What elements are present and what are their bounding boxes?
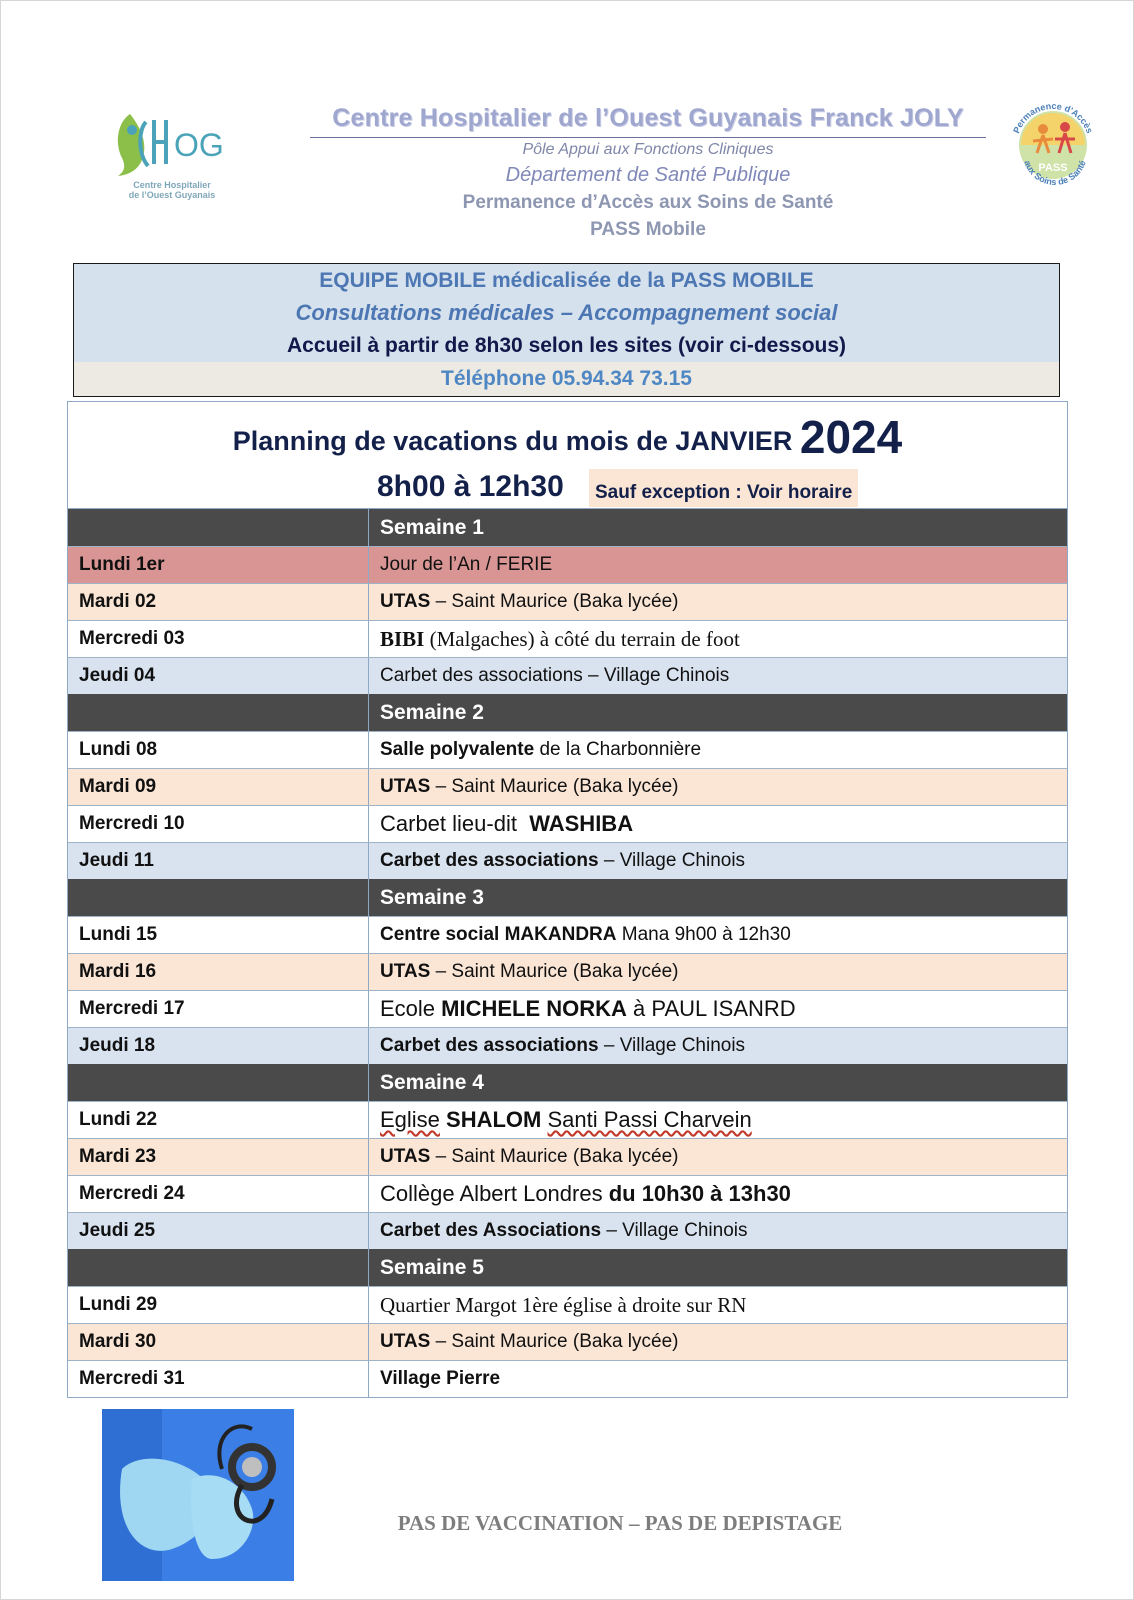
week-header-spacer bbox=[68, 1249, 369, 1286]
location-text-part: BIBI bbox=[380, 626, 425, 651]
schedule-day: Jeudi 25 bbox=[68, 1213, 369, 1249]
schedule-location bbox=[369, 991, 1067, 1027]
location-text-part: – Saint Maurice (Baka lycée) bbox=[430, 1331, 679, 1352]
week-label: Semaine 3 bbox=[380, 885, 484, 909]
chog-caption-line1: Centre Hospitalier bbox=[133, 180, 211, 190]
week-header-spacer bbox=[68, 879, 369, 916]
pass-logo-arc-bottom: aux Soins de Santé bbox=[1022, 158, 1088, 188]
planning-exception: Sauf exception : Voir horaire bbox=[589, 469, 858, 507]
planning-title bbox=[68, 410, 1067, 464]
pass-logo bbox=[1003, 93, 1103, 193]
schedule-location bbox=[369, 1213, 1067, 1249]
schedule-day: Mercredi 10 bbox=[68, 806, 369, 842]
doctor-stethoscope-photo bbox=[102, 1409, 294, 1581]
schedule-row bbox=[68, 768, 1067, 805]
pole-subtitle: Pôle Appui aux Fonctions Cliniques bbox=[522, 141, 774, 158]
department-subtitle: Département de Santé Publique bbox=[505, 164, 791, 186]
schedule-day: Lundi 29 bbox=[68, 1287, 369, 1323]
schedule-row bbox=[68, 916, 1067, 953]
schedule-location bbox=[369, 1102, 1067, 1138]
schedule-row bbox=[68, 1323, 1067, 1360]
location-text-part: Carbet des Associations bbox=[380, 1220, 602, 1241]
schedule-location bbox=[369, 917, 1067, 953]
schedule-row bbox=[68, 1101, 1067, 1138]
schedule-location bbox=[369, 843, 1067, 879]
location-text-part: du 10h30 à 13h30 bbox=[608, 1181, 791, 1206]
pass-logo-label: PASS bbox=[1038, 162, 1068, 174]
schedule-day: Lundi 15 bbox=[68, 917, 369, 953]
week-label: Semaine 1 bbox=[380, 515, 484, 539]
schedule-table bbox=[67, 509, 1068, 1398]
location-text-part: – Saint Maurice (Baka lycée) bbox=[430, 591, 679, 612]
schedule-location bbox=[369, 584, 1067, 620]
location-text-part: Mana 9h00 à 12h30 bbox=[616, 924, 791, 945]
week-header-row bbox=[68, 1064, 1067, 1101]
schedule-day: Mardi 16 bbox=[68, 954, 369, 990]
week-header-row bbox=[68, 509, 1067, 546]
schedule-location bbox=[369, 1176, 1067, 1212]
chog-logo-letters: OG bbox=[174, 127, 224, 163]
schedule-location bbox=[369, 732, 1067, 768]
schedule-row bbox=[68, 620, 1067, 657]
location-text-part: Jour de l’An / FERIE bbox=[380, 554, 553, 575]
schedule-day: Mardi 30 bbox=[68, 1324, 369, 1360]
location-text-part: UTAS bbox=[380, 591, 431, 612]
location-text-part: Collège Albert Londres bbox=[380, 1181, 609, 1206]
team-services: Consultations médicales – Accompagnement social bbox=[74, 297, 1059, 329]
permanence-subtitle: Permanence d’Accès aux Soins de Santé bbox=[462, 192, 834, 213]
schedule-row bbox=[68, 1175, 1067, 1212]
planning-title-text: Planning de vacations du mois de JANVIER bbox=[232, 426, 793, 456]
location-text-part: Centre social MAKANDRA bbox=[380, 924, 617, 945]
location-text-part: – Saint Maurice (Baka lycée) bbox=[430, 1146, 679, 1167]
week-label: Semaine 5 bbox=[380, 1255, 484, 1279]
schedule-row bbox=[68, 1286, 1067, 1323]
schedule-day: Lundi 22 bbox=[68, 1102, 369, 1138]
location-text-part: Salle polyvalente bbox=[380, 739, 535, 760]
planning-header bbox=[67, 401, 1068, 509]
location-text-part: (Malgaches) à côté du terrain de foot bbox=[424, 626, 740, 651]
location-text-part: UTAS bbox=[380, 1331, 431, 1352]
schedule-day: Mercredi 24 bbox=[68, 1176, 369, 1212]
location-text-part: Ecole bbox=[380, 996, 442, 1021]
location-text-part: SHALOM bbox=[446, 1107, 542, 1132]
schedule-day: Lundi 1er bbox=[68, 547, 369, 583]
location-text-part: Eglise bbox=[380, 1107, 440, 1132]
schedule-row bbox=[68, 1138, 1067, 1175]
location-text-part: Carbet des associations bbox=[380, 1035, 599, 1056]
chog-logo-mark bbox=[112, 108, 232, 180]
team-title: EQUIPE MOBILE médicalisée de la PASS MOBILE bbox=[74, 264, 1059, 297]
week-header-row bbox=[68, 879, 1067, 916]
pass-mobile-subtitle: PASS Mobile bbox=[590, 219, 706, 240]
schedule-day: Mercredi 31 bbox=[68, 1361, 369, 1397]
week-label: Semaine 4 bbox=[380, 1070, 484, 1094]
schedule-row bbox=[68, 1027, 1067, 1064]
schedule-location bbox=[369, 1324, 1067, 1360]
schedule-row bbox=[68, 953, 1067, 990]
location-text-part: UTAS bbox=[380, 776, 431, 797]
schedule-location bbox=[369, 769, 1067, 805]
schedule-day: Lundi 08 bbox=[68, 732, 369, 768]
week-header-spacer bbox=[68, 694, 369, 731]
schedule-day: Jeudi 04 bbox=[68, 658, 369, 694]
schedule-row bbox=[68, 842, 1067, 879]
schedule-day: Jeudi 18 bbox=[68, 1028, 369, 1064]
schedule-day: Mercredi 17 bbox=[68, 991, 369, 1027]
week-header-spacer bbox=[68, 509, 369, 546]
location-text-part: – Saint Maurice (Baka lycée) bbox=[430, 961, 679, 982]
schedule-row bbox=[68, 990, 1067, 1027]
hospital-title: Centre Hospitalier de l’Ouest Guyanais Franck JOLY bbox=[332, 104, 964, 132]
team-reception-hours: Accueil à partir de 8h30 selon les sites (voir ci-dessous) bbox=[74, 329, 1059, 362]
schedule-day: Mardi 09 bbox=[68, 769, 369, 805]
schedule-row bbox=[68, 1212, 1067, 1249]
schedule-day: Mercredi 03 bbox=[68, 621, 369, 657]
pass-logo-arc-top: Permanence d'Accès bbox=[1011, 100, 1095, 135]
schedule-row bbox=[68, 657, 1067, 694]
schedule-location bbox=[369, 1361, 1067, 1397]
location-text-part: UTAS bbox=[380, 1146, 431, 1167]
planning-hours: 8h00 à 12h30 bbox=[377, 470, 564, 503]
location-text-part: Quartier Margot 1ère église à droite sur RN bbox=[380, 1292, 747, 1317]
location-text-part: Carbet des associations – Village Chinois bbox=[380, 665, 730, 686]
location-text-part: Village Pierre bbox=[380, 1368, 501, 1389]
schedule-location bbox=[369, 806, 1067, 842]
week-header-row bbox=[68, 1249, 1067, 1286]
schedule-location bbox=[369, 1287, 1067, 1323]
schedule-location bbox=[369, 1028, 1067, 1064]
location-text-part: – Saint Maurice (Baka lycée) bbox=[430, 776, 679, 797]
schedule-row bbox=[68, 805, 1067, 842]
chog-caption-line2: de l’Ouest Guyanais bbox=[128, 190, 216, 200]
schedule-row bbox=[68, 1360, 1067, 1397]
location-text-part: WASHIBA bbox=[529, 811, 634, 836]
schedule-day: Mardi 02 bbox=[68, 584, 369, 620]
location-text-part: de la Charbonnière bbox=[534, 739, 702, 760]
location-text-part: à PAUL ISANRD bbox=[626, 996, 796, 1021]
week-header-row bbox=[68, 694, 1067, 731]
location-text-part: Carbet lieu-dit bbox=[380, 811, 530, 836]
location-text-part: – Village Chinois bbox=[598, 1035, 746, 1056]
week-label: Semaine 2 bbox=[380, 700, 484, 724]
week-header-spacer bbox=[68, 1064, 369, 1101]
planning-year: 2024 bbox=[799, 411, 903, 463]
hospital-title-rule bbox=[310, 137, 986, 138]
location-text-part: – Village Chinois bbox=[598, 850, 746, 871]
schedule-location bbox=[369, 547, 1067, 583]
pass-logo-mark bbox=[1003, 93, 1103, 193]
schedule-location bbox=[369, 621, 1067, 657]
schedule-row bbox=[68, 583, 1067, 620]
team-info-box bbox=[73, 263, 1060, 397]
schedule-row bbox=[68, 546, 1067, 583]
location-text-part: Santi Passi Charvein bbox=[547, 1107, 752, 1132]
chog-logo-caption bbox=[112, 180, 232, 200]
schedule-day: Jeudi 11 bbox=[68, 843, 369, 879]
team-phone: Téléphone 05.94.34 73.15 bbox=[74, 362, 1059, 396]
location-text-part: Carbet des associations bbox=[380, 850, 599, 871]
doctor-photo-illustration bbox=[102, 1409, 294, 1581]
schedule-row bbox=[68, 731, 1067, 768]
footer-note: PAS DE VACCINATION – PAS DE DEPISTAGE bbox=[397, 1511, 843, 1535]
chog-logo bbox=[112, 108, 232, 208]
schedule-location bbox=[369, 658, 1067, 694]
schedule-location bbox=[369, 954, 1067, 990]
location-text-part: MICHELE NORKA bbox=[441, 996, 627, 1021]
schedule-day: Mardi 23 bbox=[68, 1139, 369, 1175]
schedule-location bbox=[369, 1139, 1067, 1175]
location-text-part: – Village Chinois bbox=[601, 1220, 748, 1241]
location-text-part: UTAS bbox=[380, 961, 431, 982]
